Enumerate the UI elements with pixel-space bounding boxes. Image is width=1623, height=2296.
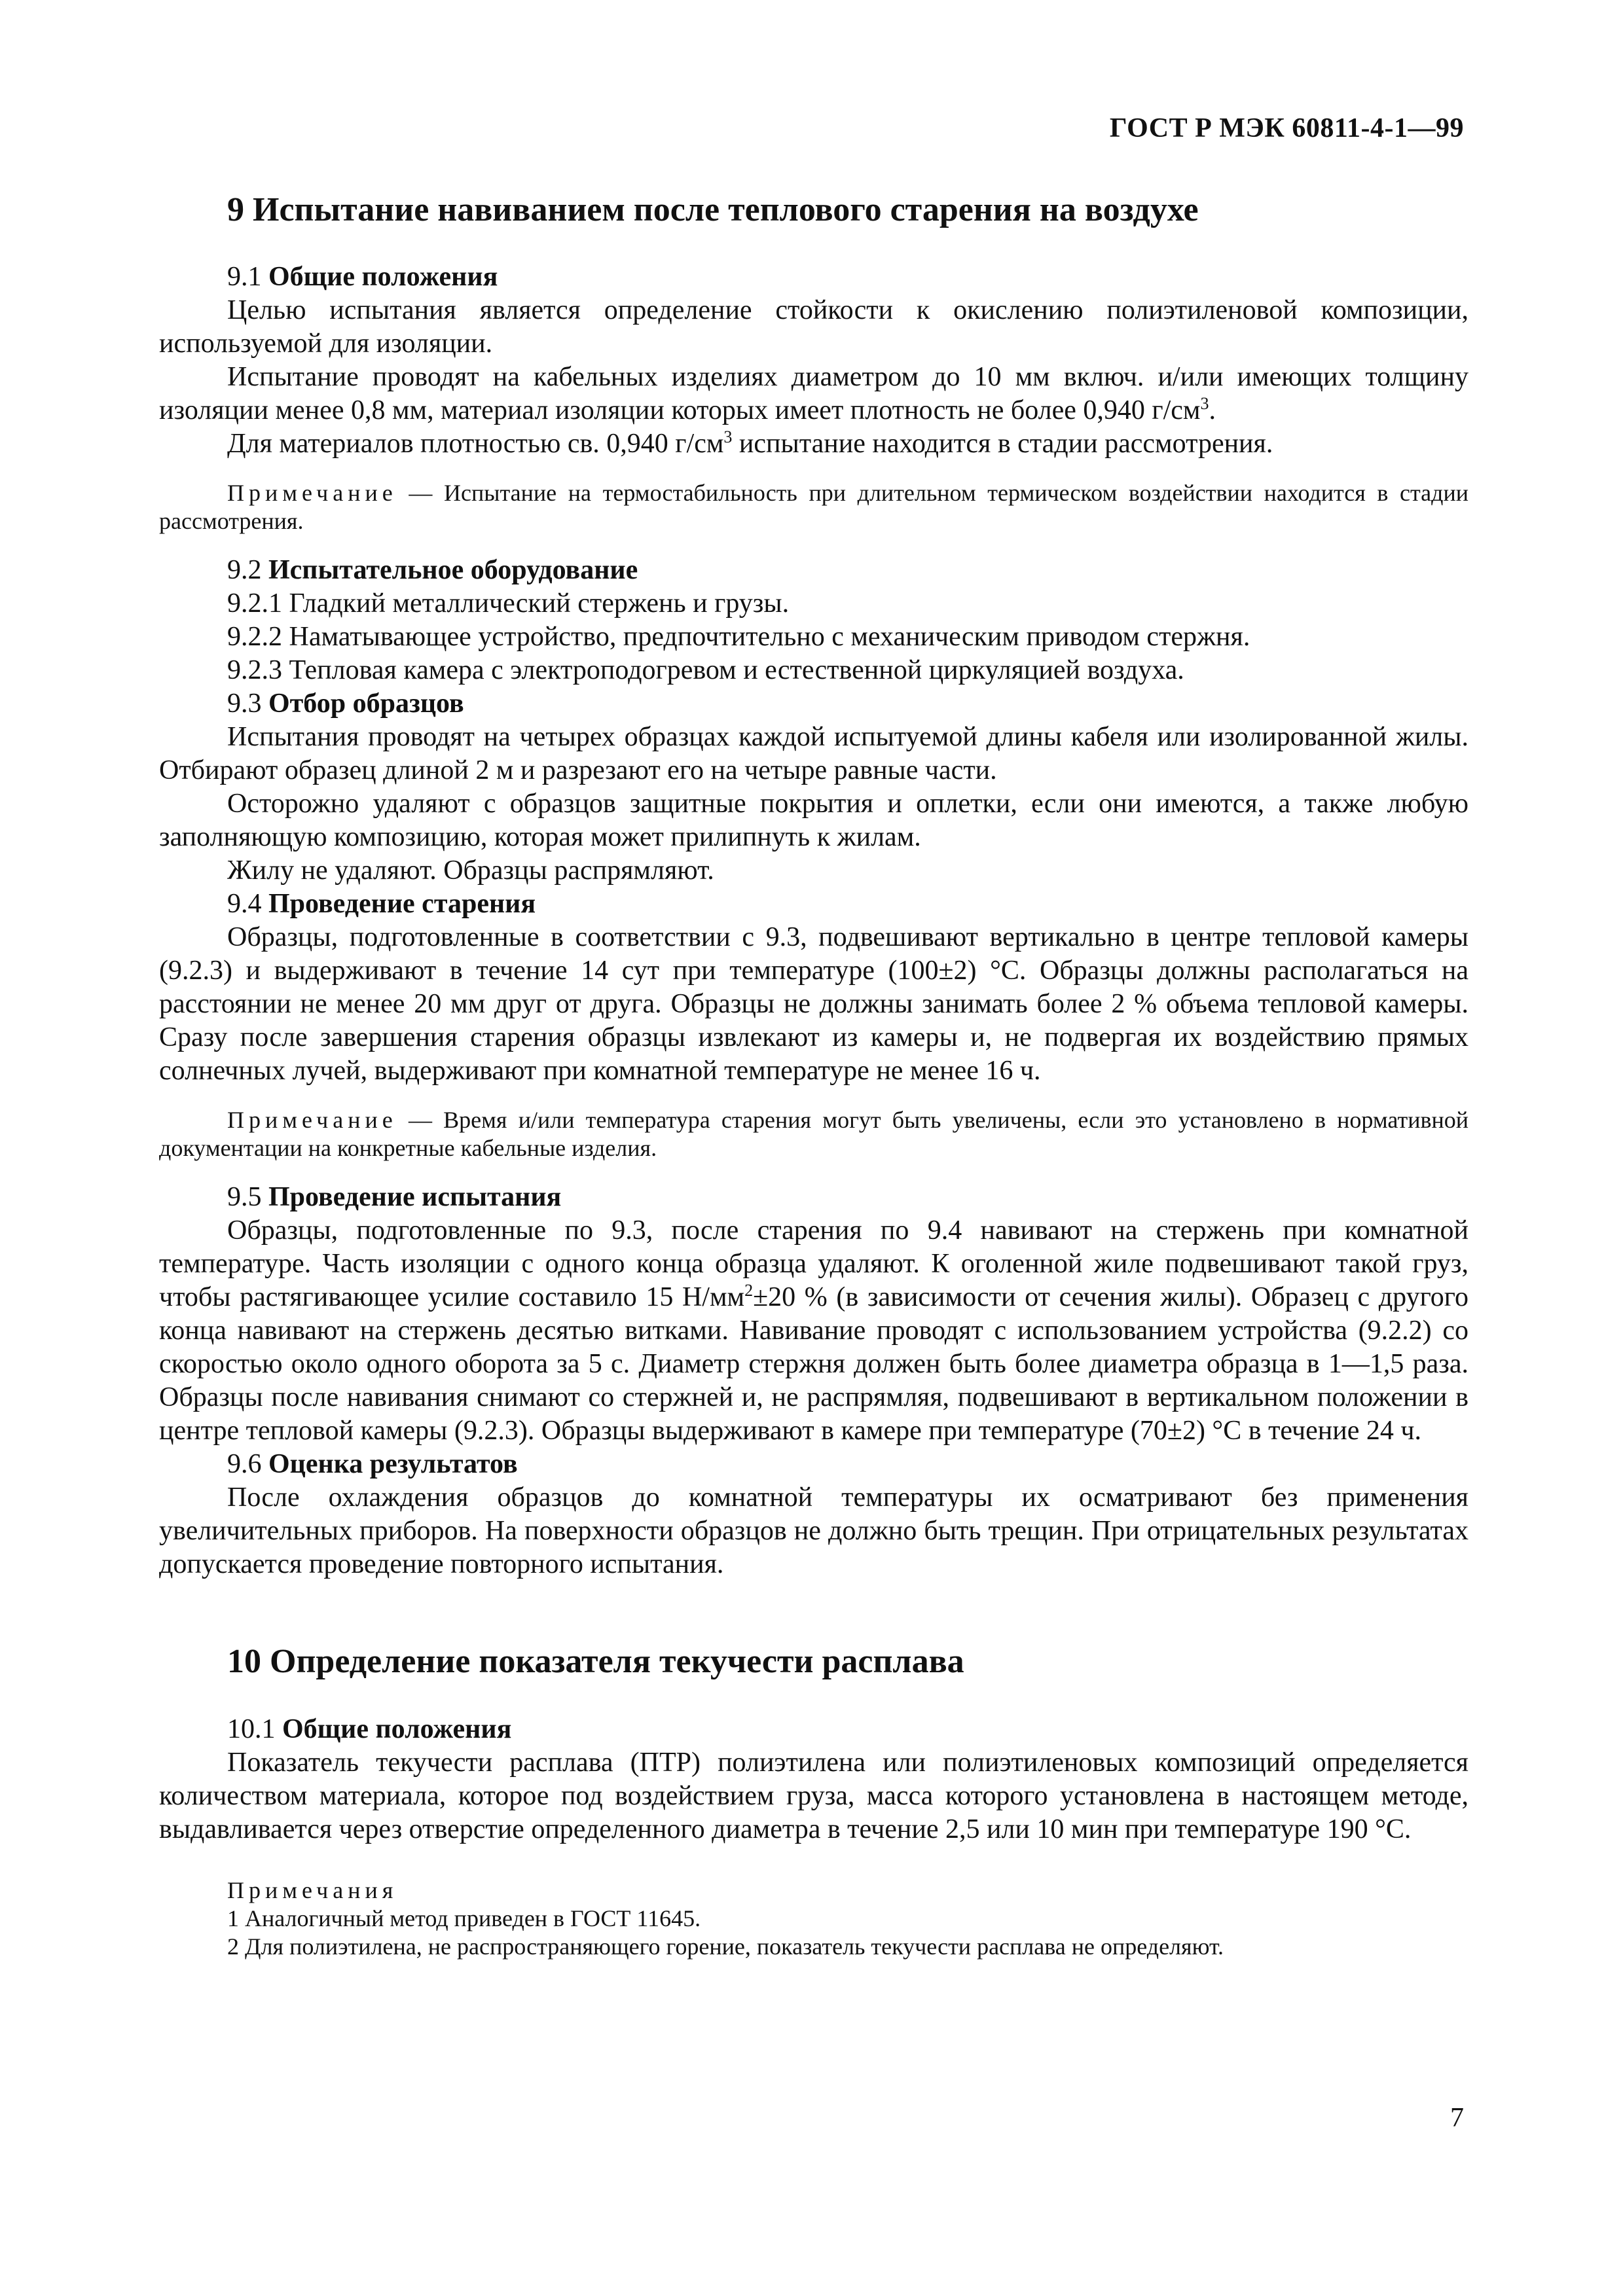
subsection-title: Общие положения — [282, 1713, 512, 1744]
paragraph: Для материалов плотностью св. 0,940 $г/см^3$ испытание находится в стадии рассмотрения. — [227, 427, 1273, 459]
list-item: 9.2.3 Тепловая камера с электроподогревом и естественной циркуляцией воздуха. — [227, 655, 1184, 686]
subsection-10-1-heading — [227, 1713, 1468, 1746]
notes-heading: Примечания — [227, 1876, 398, 1903]
note-item: 2 Для полиэтилена, не распространяющего горение, показатель текучести расплава не определяют. — [227, 1933, 1224, 1960]
standard-code: ГОСТ Р МЭК 60811-4-1—99 — [1109, 113, 1464, 143]
paragraph: Образцы, подготовленные в соответствии с 9.3, подвешивают вертикально в центре тепловой камеры (9.2.3) и выдерживают в течение 14 сут при температуре (100±2) °С. Образцы должны располагаться на расстоянии не менее 20 мм друг от друга. Образцы не должны занимать более 2 % объема тепловой камеры. Сразу после завершения старения образцы извлекают из камеры и, не подвергая их воздействию прямых солнечных лучей, выдерживают при комнатной температуре не менее 16 ч. — [159, 922, 1468, 1086]
paragraph: Жилу не удаляют. Образцы распрямляют. — [227, 855, 714, 886]
subsection-title: Проведение испытания — [268, 1182, 562, 1213]
paragraph: Целью испытания является определение стойкости к окислению полиэтиленовой композиции, используемой для изоляции. — [159, 295, 1468, 359]
subsection-number: 10.1 — [227, 1713, 276, 1744]
paragraph: Испытание проводят на кабельных изделиях диаметром до 10 мм включ. и/или имеющих толщину изоляции менее 0,8 мм, материал изоляции которых имеет плотность не более 0,940 $г/см^3$. — [159, 362, 1468, 426]
note-label: Примечание — [227, 1107, 397, 1134]
section-10-title: 10 Определение показателя текучести расплава — [227, 1643, 964, 1681]
subsection-number: 9.6 — [227, 1449, 262, 1480]
subsection-9-1-heading — [227, 260, 1468, 294]
section-9-title: 9 Испытание навиванием после теплового старения на воздухе — [227, 191, 1199, 228]
paragraph: Образцы, подготовленные по 9.3, после старения по 9.4 навивают на стержень при комнатной температуре. Часть изоляции с одного конца образца удаляют. К оголенной жиле подвешивают такой груз, чтобы растягивающее усилие составило 15 $Н/мм^2\pm 20$ % (в зависимости от сечения жилы). Образец с другого конца навивают на стержень десятью витками. Навивание проводят с использованием устройства (9.2.2) со скоростью около одного оборота за 5 с. Диаметр стержня должен быть более диаметра образца в 1—1,5 раза. Образцы после навивания снимают со стержней и, не распрямляя, подвешивают в вертикальном положении в центре тепловой камеры (9.2.3). Образцы выдерживают в камере при температуре (70±2) °С в течение 24 ч. — [159, 1215, 1468, 1446]
subsection-9-4-heading — [227, 888, 1468, 921]
subsection-number: 9.5 — [227, 1182, 262, 1213]
subsection-title: Оценка результатов — [268, 1449, 518, 1480]
page-number: 7 — [1450, 2103, 1464, 2133]
paragraph: Показатель текучести расплава (ПТР) полиэтилена или полиэтиленовых композиций определяется количеством материала, которое под воздействием груза, масса которого установлена в настоящем методе, выдавливается через отверстие определенного диаметра в течение 2,5 или 10 мин при температуре 190 °С. — [159, 1747, 1468, 1844]
subsection-9-5-heading — [227, 1181, 1468, 1214]
subsection-number: 9.4 — [227, 889, 262, 920]
note — [159, 479, 1468, 535]
subsection-9-6-heading — [227, 1448, 1468, 1481]
subsection-number: 9.2 — [227, 555, 262, 586]
page-content — [159, 190, 1468, 1961]
subsection-title: Испытательное оборудование — [268, 555, 638, 586]
paragraph: Осторожно удаляют с образцов защитные покрытия и оплетки, если они имеются, а также любую заполняющую композицию, которая может прилипнуть к жилам. — [159, 789, 1468, 853]
paragraph: Испытания проводят на четырех образцах каждой испытуемой длины кабеля или изолированной жилы. Отбирают образец длиной 2 м и разрезают его на четыре равные части. — [159, 722, 1468, 786]
subsection-9-3-heading — [227, 687, 1468, 721]
paragraph: После охлаждения образцов до комнатной температуры их осматривают без применения увеличительных приборов. На поверхности образцов не должно быть трещин. При отрицательных результатах допускается проведение повторного испытания. — [159, 1482, 1468, 1580]
note-text: — Испытание на термостабильность при длительном термическом воздействии находится в стадии рассмотрения. — [159, 480, 1468, 535]
subsection-number: 9.3 — [227, 689, 262, 719]
list-item: 9.2.2 Наматывающее устройство, предпочтительно с механическим приводом стержня. — [227, 622, 1250, 653]
subsection-number: 9.1 — [227, 262, 262, 293]
subsection-title: Общие положения — [268, 262, 498, 293]
subsection-9-2-heading — [227, 554, 1468, 587]
note-item: 1 Аналогичный метод приведен в ГОСТ 11645. — [227, 1905, 701, 1931]
subsection-title: Отбор образцов — [268, 689, 464, 719]
subsection-title: Проведение старения — [268, 889, 536, 920]
note-text: — Время и/или температура старения могут быть увеличены, если это установлено в нормативной документации на конкретные кабельные изделия. — [159, 1107, 1468, 1162]
note — [159, 1106, 1468, 1162]
note-label: Примечание — [227, 480, 397, 507]
list-item: 9.2.1 Гладкий металлический стержень и грузы. — [227, 588, 790, 619]
